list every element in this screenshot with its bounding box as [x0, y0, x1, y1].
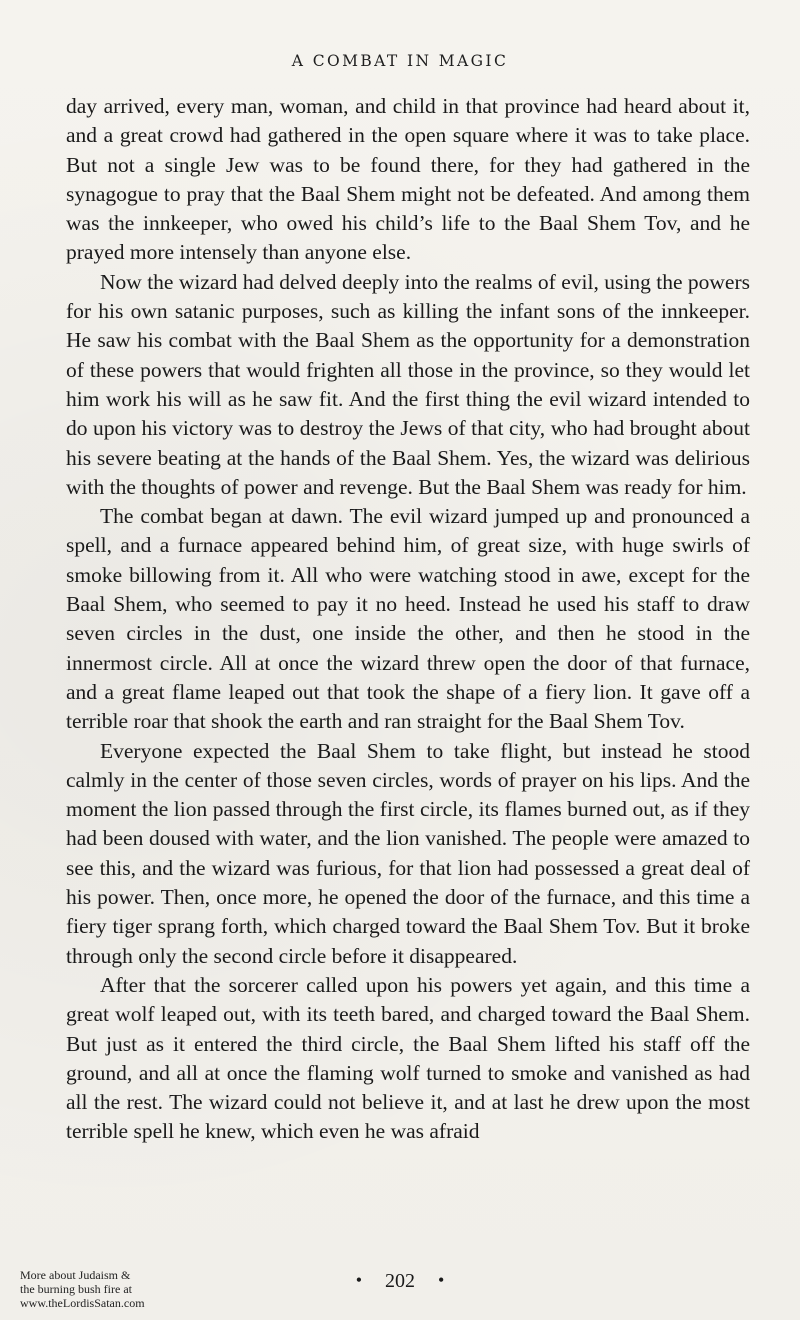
watermark-line-3: www.theLordisSatan.com: [20, 1296, 145, 1310]
paragraph-lion-and-tiger: Everyone expected the Baal Shem to take flight, but instead he stood calmly in the center of those seven circles, words of prayer on his lips. And the moment the lion passed through the first circle, its flames burned out, as if they had been doused with water, and the lion vanished. The people were amazed to see this, and the wizard was furious, for that lion had possessed a great deal of his power. Then, once more, he opened the door of the furnace, and this time a fiery tiger sprang forth, which charged toward the Baal Shem Tov. But it broke through only the second circle before it disappeared.: [66, 738, 750, 968]
watermark-line-1: More about Judaism &: [20, 1268, 131, 1282]
paragraph-wizard-powers: Now the wizard had delved deeply into the realms of evil, using the powers for his own satanic purposes, such as killing the infant sons of the innkeeper. He saw his combat with the Baal Shem as the opportunity for a demonstration of these powers that would frighten all those in the province, so they would let him work his will as he saw fit. And the first thing the evil wizard intended to do upon his victory was to destroy the Jews of that city, who had brought about his severe beating at the hands of the Baal Shem. Yes, the wizard was delirious with the thoughts of power and revenge. But the Baal Shem was ready for him.: [66, 269, 750, 499]
page-number: 202: [385, 1270, 415, 1292]
running-head-title: A COMBAT IN MAGIC: [291, 52, 509, 70]
paragraph-combat-begins: The combat began at dawn. The evil wizard jumped up and pronounced a spell, and a furnace appeared behind him, of great size, with huge swirls of smoke billowing from it. All who were watching stood in awe, except for the Baal Shem, who seemed to pay it no heed. Instead he used his staff to draw seven circles in the dust, one inside the other, and then he stood in the innermost circle. All at once the wizard threw open the door of that furnace, and a great flame leaped out that took the shape of a fiery lion. It gave off a terrible roar that shook the earth and ran straight for the Baal Shem Tov.: [66, 504, 750, 734]
page-number-bullet-left: •: [355, 1270, 362, 1290]
paragraph-continuation: day arrived, every man, woman, and child in that province had heard about it, and a great crowd had gathered in the open square where it was to take place. But not a single Jew was to be found there, for they had gathered in the synagogue to pray that the Baal Shem might not be defeated. And among them was the innkeeper, who owed his child’s life to the Baal Shem Tov, and he prayed more intensely than anyone else.: [66, 94, 750, 265]
paragraph-wolf: After that the sorcerer called upon his powers yet again, and this time a great wolf leaped out, with its teeth bared, and charged toward the Baal Shem. But just as it entered the third circle, the Baal Shem lifted his staff off the ground, and all at once the flaming wolf turned to smoke and vanished as had all the rest. The wizard could not believe it, and at last he drew upon the most terrible spell he knew, which even he was afraid: [66, 972, 750, 1144]
page-number-bullet-right: •: [438, 1270, 445, 1290]
watermark-line-2: the burning bush fire at: [20, 1282, 132, 1296]
page-body-text: [66, 92, 750, 1147]
website-watermark-note: [20, 1268, 210, 1310]
